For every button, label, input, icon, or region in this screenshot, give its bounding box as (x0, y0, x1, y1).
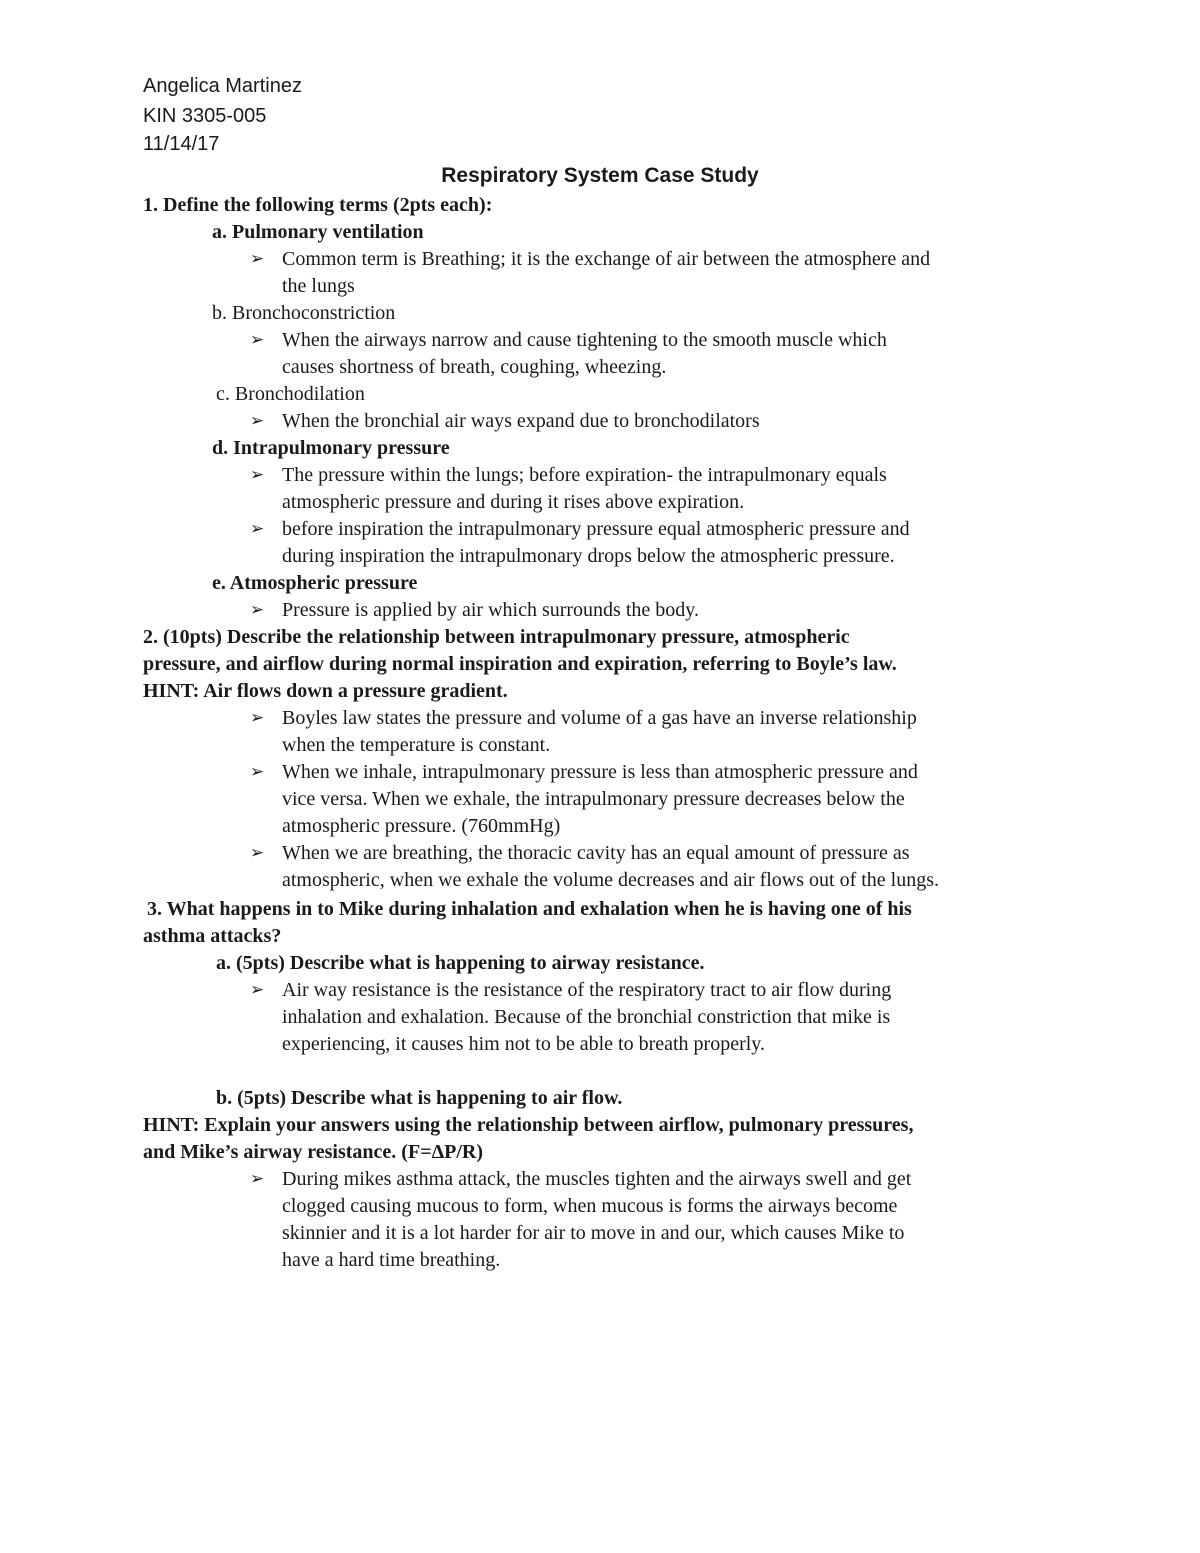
arrow-bullet-icon: ➢ (250, 708, 265, 728)
q1-heading: 1. Define the following terms (2pts each): (143, 194, 493, 216)
q3-b-bullet-line: clogged causing mucous to form, when mucous is forms the airways become (282, 1195, 898, 1217)
arrow-bullet-icon: ➢ (250, 465, 265, 485)
q1-d-bullet-line: The pressure within the lungs; before expiration- the intrapulmonary equals (282, 464, 887, 486)
q3-hint-line: HINT: Explain your answers using the relationship between airflow, pulmonary pressures, (143, 1114, 914, 1136)
q2-bullet-line: When we inhale, intrapulmonary pressure is less than atmospheric pressure and (282, 761, 918, 783)
arrow-bullet-icon: ➢ (250, 411, 265, 431)
arrow-bullet-icon: ➢ (250, 1169, 265, 1189)
student-name: Angelica Martinez (143, 75, 302, 97)
q2-bullet-line: vice versa. When we exhale, the intrapulmonary pressure decreases below the (282, 788, 905, 810)
course-code: KIN 3305-005 (143, 105, 267, 127)
q1-c-bullet-line: When the bronchial air ways expand due to bronchodilators (282, 410, 760, 432)
q1-c-label: c. Bronchodilation (216, 383, 365, 405)
q1-a-bullet-line: the lungs (282, 275, 355, 297)
q3-b-bullet-line: skinnier and it is a lot harder for air to move in and our, which causes Mike to (282, 1222, 905, 1244)
q2-bullet-line: Boyles law states the pressure and volume of a gas have an inverse relationship (282, 707, 917, 729)
q3-a-label: a. (5pts) Describe what is happening to airway resistance. (216, 952, 705, 974)
q3-heading-line: asthma attacks? (143, 925, 282, 947)
q2-bullet-line: atmospheric, when we exhale the volume decreases and air flows out of the lungs. (282, 869, 940, 891)
document-date: 11/14/17 (143, 133, 220, 155)
q2-bullet-line: atmospheric pressure. (760mmHg) (282, 815, 561, 837)
q1-e-bullet-line: Pressure is applied by air which surrounds the body. (282, 599, 699, 621)
arrow-bullet-icon: ➢ (250, 330, 265, 350)
q3-a-bullet-line: inhalation and exhalation. Because of the bronchial constriction that mike is (282, 1006, 891, 1028)
q1-d-bullet-line: during inspiration the intrapulmonary drops below the atmospheric pressure. (282, 545, 895, 567)
q1-d-bullet-line: before inspiration the intrapulmonary pressure equal atmospheric pressure and (282, 518, 910, 540)
q1-d-bullet-line: atmospheric pressure and during it rises above expiration. (282, 491, 745, 513)
arrow-bullet-icon: ➢ (250, 519, 265, 539)
q2-heading-line: pressure, and airflow during normal inspiration and expiration, referring to Boyle’s law. (143, 653, 897, 675)
q3-a-bullet-line: experiencing, it causes him not to be able to breath properly. (282, 1033, 765, 1055)
q1-d-label: d. Intrapulmonary pressure (212, 437, 450, 459)
q1-b-bullet-line: When the airways narrow and cause tightening to the smooth muscle which (282, 329, 887, 351)
q3-b-label: b. (5pts) Describe what is happening to air flow. (216, 1087, 623, 1109)
q1-a-label: a. Pulmonary ventilation (212, 221, 424, 243)
document-title: Respiratory System Case Study (441, 164, 759, 187)
arrow-bullet-icon: ➢ (250, 600, 265, 620)
q1-a-bullet-line: Common term is Breathing; it is the exchange of air between the atmosphere and (282, 248, 931, 270)
q3-b-bullet-line: During mikes asthma attack, the muscles tighten and the airways swell and get (282, 1168, 912, 1190)
q2-bullet-line: when the temperature is constant. (282, 734, 551, 756)
q2-hint: HINT: Air flows down a pressure gradient. (143, 680, 508, 702)
arrow-bullet-icon: ➢ (250, 980, 265, 1000)
q1-b-label: b. Bronchoconstriction (212, 302, 396, 324)
q3-b-bullet-line: have a hard time breathing. (282, 1249, 501, 1271)
arrow-bullet-icon: ➢ (250, 249, 265, 269)
arrow-bullet-icon: ➢ (250, 843, 265, 863)
q3-a-bullet-line: Air way resistance is the resistance of the respiratory tract to air flow during (282, 979, 892, 1001)
q3-hint-line: and Mike’s airway resistance. (F=ΔP/R) (143, 1141, 483, 1163)
arrow-bullet-icon: ➢ (250, 762, 265, 782)
q3-heading-line: 3. What happens in to Mike during inhalation and exhalation when he is having one of his (147, 898, 912, 920)
q2-heading-line: 2. (10pts) Describe the relationship between intrapulmonary pressure, atmospheric (143, 626, 850, 648)
q1-b-bullet-line: causes shortness of breath, coughing, wheezing. (282, 356, 667, 378)
q1-e-label: e. Atmospheric pressure (212, 572, 418, 594)
q2-bullet-line: When we are breathing, the thoracic cavity has an equal amount of pressure as (282, 842, 910, 864)
